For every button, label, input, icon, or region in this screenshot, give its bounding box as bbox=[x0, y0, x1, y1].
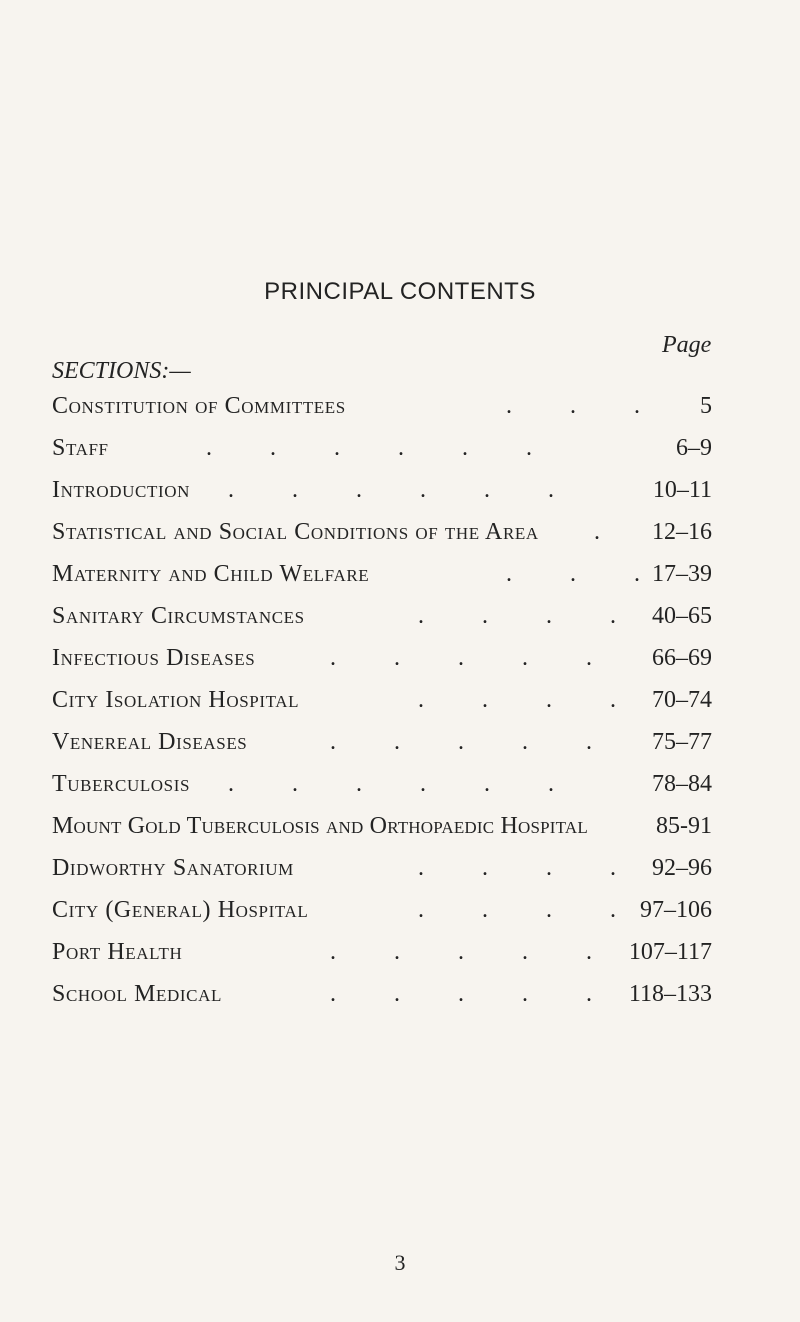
entry-pages: 107–117 bbox=[628, 939, 712, 965]
contents-entry: Maternity and Child Welfare . . . 17–39 bbox=[52, 556, 712, 592]
contents-entry: City (General) Hospital . . . . 97–106 bbox=[52, 892, 712, 928]
page-number: 3 bbox=[394, 1250, 406, 1275]
entry-pages: 5 bbox=[700, 393, 712, 419]
entry-title: Maternity and Child Welfare bbox=[52, 561, 370, 587]
contents-entry: Tuberculosis . . . . . . 78–84 bbox=[52, 766, 712, 802]
contents-entry: Didworthy Sanatorium . . . . 92–96 bbox=[52, 850, 712, 886]
contents-entry: Sanitary Circumstances . . . . 40–65 bbox=[52, 598, 712, 634]
entry-title: Port Health bbox=[52, 939, 183, 965]
contents-entry bbox=[52, 808, 712, 844]
entry-pages: 70–74 bbox=[652, 687, 712, 713]
entry-pages: 40–65 bbox=[652, 603, 712, 629]
contents-entry: Statistical and Social Conditions of the Area . 12–16 bbox=[52, 514, 712, 550]
contents-entry: Venereal Diseases . . . . . 75–77 bbox=[52, 724, 712, 760]
sections-heading: SECTIONS:— bbox=[52, 358, 191, 384]
entry-title: Tuberculosis bbox=[52, 771, 191, 797]
entry-title: Introduction bbox=[52, 477, 190, 503]
entry-title: Infectious Diseases bbox=[52, 645, 256, 671]
entry-title: Venereal Diseases bbox=[52, 729, 248, 755]
entry-pages: 97–106 bbox=[640, 897, 712, 923]
entry-pages: 85-91 bbox=[656, 813, 712, 839]
contents-entry: Port Health . . . . . 107–117 bbox=[52, 934, 712, 970]
entry-pages: 118–133 bbox=[628, 981, 712, 1007]
contents-entry: Introduction . . . . . . 10–11 bbox=[52, 472, 712, 508]
entry-title: Constitution of Committees bbox=[52, 393, 346, 419]
entry-pages: 75–77 bbox=[652, 729, 712, 755]
entry-title: Didworthy Sanatorium bbox=[52, 855, 294, 881]
entry-pages: 92–96 bbox=[652, 855, 712, 881]
page-column-label: Page bbox=[662, 332, 712, 358]
contents-entry: School Medical . . . . . 118–133 bbox=[52, 976, 712, 1012]
entry-title: City Isolation Hospital bbox=[52, 687, 300, 713]
contents-entry: City Isolation Hospital . . . . 70–74 bbox=[52, 682, 712, 718]
entry-pages: 6–9 bbox=[676, 435, 712, 461]
entry-pages: 78–84 bbox=[652, 771, 712, 797]
entry-pages: 66–69 bbox=[652, 645, 712, 671]
entry-pages: 12–16 bbox=[652, 519, 712, 545]
entry-title: Staff bbox=[52, 435, 109, 461]
entry-title: School Medical bbox=[52, 981, 222, 1007]
entry-title: Statistical and Social Conditions of the Area bbox=[52, 519, 539, 545]
entry-title: Mount Gold Tuberculosis and Orthopaedic Hospital bbox=[52, 813, 588, 839]
contents-entry: Staff . . . . . . 6–9 bbox=[52, 430, 712, 466]
entry-pages: 10–11 bbox=[652, 477, 712, 503]
entry-title: Sanitary Circumstances bbox=[52, 603, 305, 629]
page-title: PRINCIPAL CONTENTS bbox=[264, 278, 536, 305]
contents-entry: Constitution of Committees . . . 5 bbox=[52, 388, 712, 424]
entry-title: City (General) Hospital bbox=[52, 897, 309, 923]
contents-entry: Infectious Diseases . . . . . 66–69 bbox=[52, 640, 712, 676]
entry-pages: 17–39 bbox=[652, 561, 712, 587]
